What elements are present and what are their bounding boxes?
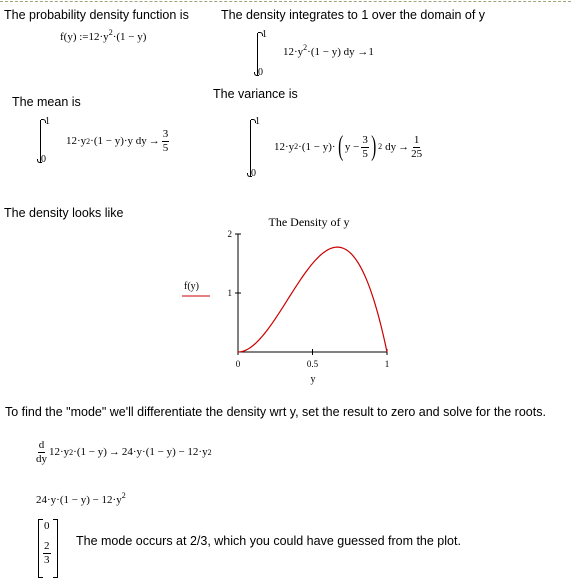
mode-label: To find the "mode" we'll differentiate the density wrt y, set the result to zero and solve for the roots. [5,405,546,419]
top-divider [0,1,571,2]
variance-result: $\frac{1}{25}$ [411,133,423,160]
variance-label: The variance is [213,87,298,101]
roots-vector [38,519,58,576]
variance-expression [246,117,466,182]
integral-body: $12\cdot y^2\cdot(1 - y)$ dy →1 [283,43,374,58]
mean-label: The mean is [12,95,81,109]
mean-lower: 0 [41,154,46,165]
y-tick-label: 2 [227,229,232,239]
chart-plot [238,247,387,352]
density-chart [170,210,410,390]
derivative-operator: $\frac{d}{dy}$ [36,439,47,465]
roots-item-fraction: $\frac{2}{3}$ [44,540,50,566]
mean-upper: 1 [45,116,50,127]
variance-lower: 0 [251,168,256,179]
derivative-result-expression: $24\cdot y\cdot(1 - y) - 12\cdot y^2$ [36,491,126,506]
roots-item-0: 0 [44,520,50,532]
density-curve [238,247,387,352]
chart-y-label: f(y) [184,281,199,292]
mean-expression [36,117,206,167]
derivative-expression: $\frac{d}{dy}$ 12·y 2 ·(1 − y) → 24·y·(1 − y) − 12·y 2 [36,439,212,465]
mean-body: 12·y 2 ·(1 − y)·y dy → $\frac{3}{5}$ [66,128,169,154]
integral-lower: 0 [258,67,263,78]
mean-result: $\frac{3}{5}$ [162,128,169,154]
integral-upper: 1 [262,29,267,40]
pdf-label: The probability density function is [4,8,189,22]
roots-bracket-right [53,519,58,578]
x-tick-label: 1 [384,359,390,369]
integral-label: The density integrates to 1 over the domain of y [221,8,486,22]
variance-body: 12·y 2 ·(1 − y)· ( y − $\frac{3}{5}$ ) 2 dy → $\frac{1}{25}$ [274,131,423,162]
pdf-definition: f(y) $:=12\cdot y^2\cdot(1 - y)$ [60,28,147,43]
variance-upper: 1 [255,116,260,127]
mode-note: The mode occurs at 2/3, which you could have guessed from the plot. [76,534,461,548]
x-tick-label: 0.5 [306,359,319,369]
x-tick-label: 0 [235,359,241,369]
chart-x-label: y [310,374,316,385]
chart-axes [228,229,390,369]
chart-title: The Density of y [268,215,350,229]
y-tick-label: 1 [227,288,232,298]
integral-expression [253,30,393,80]
density-label: The density looks like [4,206,124,220]
